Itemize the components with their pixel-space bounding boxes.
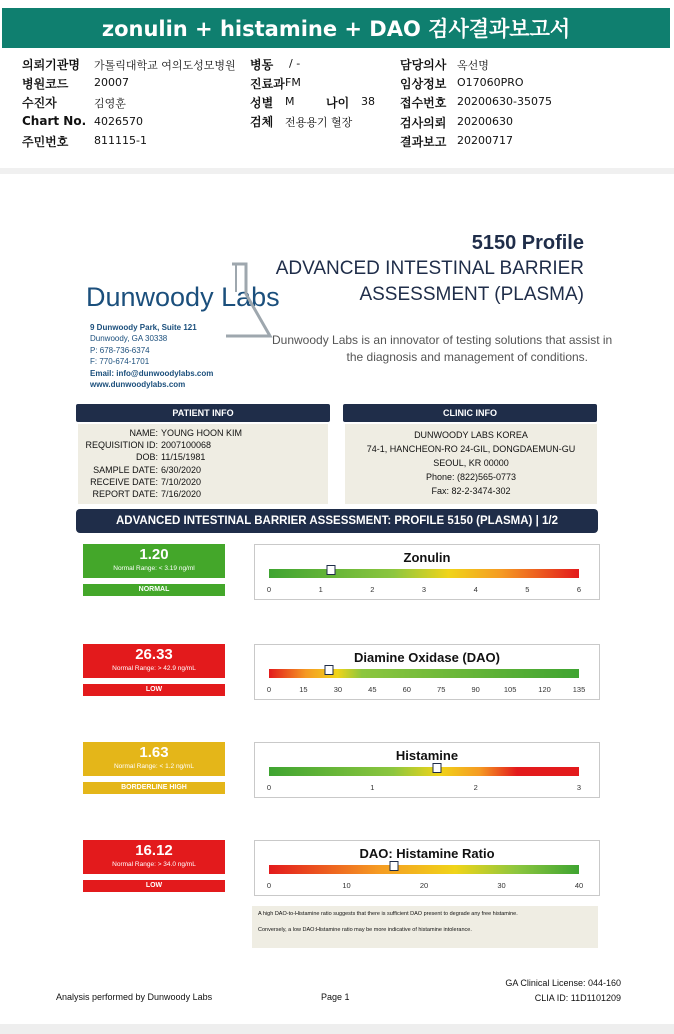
patient-info-row: [78, 452, 205, 462]
lab-address-1: 9 Dunwoody Park, Suite 121: [90, 323, 197, 332]
lab-logo: Dunwoody Labs: [86, 282, 280, 312]
clinic-info-line: Phone: (822)565-0773: [425, 472, 517, 482]
gauge-tick-label: 6: [576, 585, 582, 594]
lab-report-page: [0, 174, 674, 1024]
result-value-box: [83, 742, 225, 776]
receipt-label: 접수번호: [400, 96, 447, 110]
patient-info-value: YOUNG HOON KIM: [161, 428, 243, 438]
result-value: 1.63: [139, 744, 169, 761]
status-badge: LOW: [83, 880, 225, 892]
gauge-tick-label: 5: [525, 585, 530, 594]
patient-info-row: [78, 428, 242, 438]
report-date-label: 결과보고: [400, 135, 447, 149]
institution-label: 의뢰기관명: [22, 58, 80, 72]
footer-page: Page 1: [321, 992, 350, 1002]
patient-info-row: [78, 489, 201, 499]
page-bottom-margin: [0, 1024, 674, 1034]
gauge-panel: [254, 644, 600, 700]
status-badge: LOW: [83, 684, 225, 696]
hospital-code-label: 병원코드: [22, 77, 69, 91]
gauge-title: Histamine: [395, 748, 459, 763]
sex-label: 성별: [250, 96, 274, 110]
clinical-info-label: 임상정보: [400, 77, 447, 91]
gauge-tick-label: 15: [299, 685, 308, 694]
gauge-panel: [254, 544, 600, 600]
report-title: zonulin + histamine + DAO 검사결과보고서: [2, 8, 670, 48]
gauge-panel: [254, 742, 600, 798]
sex-value: M: [285, 95, 295, 108]
result-value-box: [83, 840, 225, 874]
gauge-panel: [254, 840, 600, 896]
lab-website: www.dunwoodylabs.com: [90, 380, 186, 389]
doctor-value: 옥선명: [457, 59, 489, 72]
gauge-title: Zonulin: [403, 550, 451, 565]
age-label: 나이: [326, 96, 350, 110]
patient-info-label: SAMPLE DATE:: [93, 464, 158, 475]
gauge-tick-label: 10: [342, 881, 351, 890]
section-title-bar: ADVANCED INTESTINAL BARRIER ASSESSMENT: PROFILE 5150 (PLASMA) | 1/2: [76, 509, 598, 533]
normal-range: Normal Range: > 34.0 ng/mL: [112, 861, 196, 868]
gauge-marker: [433, 763, 442, 773]
lab-phone: P: 678-736-6374: [90, 346, 150, 355]
gauge-marker: [327, 565, 336, 575]
gauge-tick-label: 4: [473, 585, 478, 594]
patient-info-row: [78, 477, 201, 487]
examinee-value: 김영훈: [94, 97, 126, 110]
gauge-marker: [325, 665, 334, 675]
resident-value: 811115-1: [94, 134, 147, 147]
lab-address-2: Dunwoody, GA 30338: [90, 334, 168, 343]
clinic-info-line: 74-1, HANCHEON-RO 24-GIL, DONGDAEMUN-GU: [366, 444, 576, 454]
lab-email: Email: info@dunwoodylabs.com: [90, 369, 214, 378]
patient-info-label: REQUISITION ID:: [85, 440, 158, 451]
result-value: 16.12: [135, 842, 173, 859]
report-date-value: 20200717: [457, 134, 513, 147]
result-value-box: [83, 544, 225, 578]
normal-range: Normal Range: < 3.19 ng/ml: [113, 565, 195, 572]
gauge-tick-label: 60: [402, 685, 411, 694]
result-value-box: [83, 644, 225, 678]
doctor-label: 담당의사: [400, 58, 447, 72]
gauge-tick-label: 120: [538, 685, 551, 694]
footer-clia: CLIA ID: 11D1101209: [534, 993, 621, 1003]
profile-subtitle-1: ADVANCED INTESTINAL BARRIER: [275, 258, 584, 279]
normal-range: Normal Range: > 42.9 ng/mL: [112, 665, 196, 672]
gauge-tick-label: 30: [497, 881, 506, 890]
request-value: 20200630: [457, 115, 513, 128]
status-badge: BORDERLINE HIGH: [83, 782, 225, 794]
hospital-code-value: 20007: [94, 76, 129, 89]
normal-range: Normal Range: < 1.2 ng/mL: [113, 763, 195, 770]
ward-label: 병동: [250, 58, 274, 72]
gauge-tick-label: 3: [576, 783, 582, 792]
footer-performed: Analysis performed by Dunwoody Labs: [56, 992, 213, 1002]
gauge-tick-label: 0: [266, 685, 272, 694]
gauge-marker: [389, 861, 398, 871]
age-value: 38: [361, 95, 375, 108]
status-badge: NORMAL: [83, 584, 225, 596]
clinic-info-heading: CLINIC INFO: [343, 404, 597, 422]
gauge-tick-label: 45: [368, 685, 377, 694]
chart-no-value: 4026570: [94, 115, 143, 128]
institution-value: 가톨릭대학교 여의도성모병원: [94, 59, 236, 72]
flask-icon: [222, 262, 278, 342]
specimen-label: 검체: [250, 115, 274, 129]
gauge-bar: [269, 767, 579, 776]
gauge-tick-label: 1: [370, 783, 375, 792]
gauge-tick-label: 105: [503, 685, 517, 694]
gauge-tick-label: 0: [266, 881, 272, 890]
gauge-tick-label: 40: [574, 881, 584, 890]
patient-info-heading: PATIENT INFO: [76, 404, 330, 422]
tagline-line-1: Dunwoody Labs is an innovator of testing solutions that assist in: [272, 333, 613, 347]
patient-info-row: [78, 440, 211, 450]
request-label: 검사의뢰: [400, 116, 447, 130]
result-value: 26.33: [135, 646, 173, 663]
gauge-tick-label: 90: [471, 685, 480, 694]
resident-label: 주민번호: [22, 135, 69, 149]
gauge-title: DAO: Histamine Ratio: [359, 846, 495, 861]
footer-license: GA Clinical License: 044-160: [505, 978, 621, 988]
report-header: [0, 0, 674, 169]
patient-info-label: RECEIVE DATE:: [90, 476, 158, 487]
gauge-tick-label: 2: [473, 783, 478, 792]
lab-fax: F: 770-674-1701: [90, 357, 150, 366]
patient-info-value: 7/10/2020: [161, 476, 202, 487]
ratio-note-box: [252, 906, 598, 948]
dept-label: 진료과: [250, 77, 285, 91]
profile-subtitle-2: ASSESSMENT (PLASMA): [359, 284, 584, 305]
gauge-tick-label: 1: [318, 585, 323, 594]
gauge-title: Diamine Oxidase (DAO): [354, 650, 500, 665]
patient-info-label: REPORT DATE:: [92, 489, 158, 499]
patient-info-label: NAME:: [129, 428, 158, 438]
clinic-info-line: DUNWOODY LABS KOREA: [414, 430, 528, 440]
patient-info-value: 2007100068: [161, 440, 212, 451]
gauge-tick-label: 20: [419, 881, 429, 890]
patient-info-label: DOB:: [135, 452, 158, 463]
result-value: 1.20: [139, 546, 169, 563]
clinic-info-line: Fax: 82-2-3474-302: [431, 486, 511, 496]
patient-info-value: 11/15/1981: [161, 452, 206, 463]
gauge-tick-label: 75: [437, 685, 446, 694]
gauge-tick-label: 135: [572, 685, 586, 694]
gauge-tick-label: 2: [370, 585, 375, 594]
patient-info-box: [78, 424, 328, 504]
gauge-bar: [269, 669, 579, 678]
clinical-info-value: O17060PRO: [457, 76, 524, 89]
gauge-tick-label: 0: [266, 585, 272, 594]
patient-info-value: 7/16/2020: [161, 489, 202, 499]
gauge-tick-label: 3: [421, 585, 427, 594]
patient-info-row: [78, 465, 201, 475]
gauge-bar: [269, 569, 579, 578]
gauge-bar: [269, 865, 579, 874]
specimen-value: 전용용기 혈장: [285, 116, 353, 129]
patient-info-value: 6/30/2020: [161, 464, 202, 475]
receipt-value: 20200630-35075: [457, 95, 552, 108]
clinic-info-line: SEOUL, KR 00000: [433, 458, 509, 468]
clinic-info-box: [345, 424, 597, 504]
profile-title: 5150 Profile: [471, 232, 584, 254]
tagline-line-2: the diagnosis and management of conditions.: [346, 350, 588, 364]
chart-no-label: Chart No.: [22, 114, 87, 128]
ward-value: / -: [289, 57, 301, 70]
gauge-tick-label: 0: [266, 783, 272, 792]
ratio-note-2: Conversely, a low DAO:Histamine ratio may be more indicative of histamine intolerance.: [258, 927, 472, 933]
ratio-note-1: A high DAO-to-Histamine ratio suggests that there is sufficient DAO present to degrade any free histamine.: [258, 911, 518, 917]
dept-value: FM: [285, 76, 301, 89]
examinee-label: 수진자: [22, 96, 57, 110]
gauge-tick-label: 30: [333, 685, 343, 694]
